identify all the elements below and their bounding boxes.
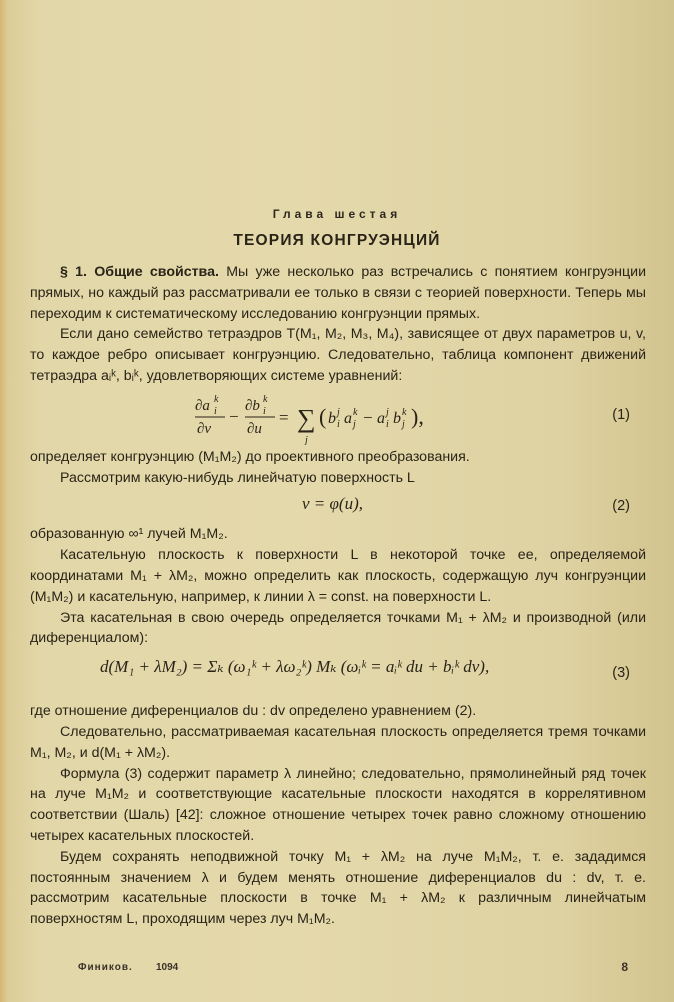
footer-signature: Фиников. xyxy=(78,962,133,973)
equation-1-label: (1) xyxy=(612,406,630,423)
paragraph-fixed-point: Будем сохранять неподвижной точку M₁ + λM₂ на луче M₁M₂, т. е. зададимся постоянным значением λ и будем менять отношение диференциалов du : dv, т. е. рассмотрим касательные плоскости в точке M₁ + λM₂ к различным линейчатым поверхностям L, проходящим через луч M₁M₂. xyxy=(30,848,646,928)
svg-text:−: − xyxy=(363,407,373,427)
svg-text:j: j xyxy=(402,418,405,430)
paragraph-defines: определяет конгруэнцию (M₁M₂) до проективного преобразования. xyxy=(30,448,470,465)
svg-text:k: k xyxy=(214,393,219,405)
paragraph-tetrahedra: Если дано семейство тетраэдров T(M₁, M₂, M₃, M₄), зависящее от двух параметров u, v, то каждое ребро описывает конгруэнцию. Следовательно, таблица компонент движений тетраэдра aᵢᵏ, bᵢᵏ, удовлетворяющих системе уравнений: xyxy=(30,326,646,384)
equation-1 xyxy=(30,391,646,445)
svg-text:k: k xyxy=(263,393,268,405)
svg-text:j: j xyxy=(353,418,356,430)
equation-2 xyxy=(30,492,646,522)
svg-text:−: − xyxy=(229,406,239,426)
equation-3-label: (3) xyxy=(612,665,630,682)
page-body xyxy=(30,262,646,930)
section-heading: Общие свойства. xyxy=(94,264,219,280)
equation-2-label: (2) xyxy=(612,498,630,515)
chapter-title: ТЕОРИЯ КОНГРУЭНЦИЙ xyxy=(233,232,441,249)
svg-text:j: j xyxy=(337,406,340,418)
svg-text:),: ), xyxy=(411,403,424,429)
svg-text:∂a: ∂a xyxy=(195,397,210,414)
svg-text:a: a xyxy=(344,409,352,427)
chapter-label: Глава шестая xyxy=(272,207,402,221)
svg-text:(: ( xyxy=(319,403,327,429)
svg-text:∂u: ∂u xyxy=(247,420,262,437)
paragraph-tangent-plane: Касательную плоскость к поверхности L в некоторой точке ее, определяемой координатами M₁ + λM₂, можно определить как плоскость, содержащую луч конгруэнции (M₁M₂) и касательную, например, к линии λ = const. на поверхности L. xyxy=(30,547,646,605)
svg-text:i: i xyxy=(337,418,340,430)
svg-text:k: k xyxy=(402,406,407,418)
equation-2-expression: v = φ(u), xyxy=(302,494,363,514)
equation-3 xyxy=(30,653,646,699)
paragraph-text: Мы уже несколько раз встречались с понятием конгруэнции прямых, но каждый раз рассматривали ее только в связи с теорией поверхности. Теперь мы переходим к систематическому исследованию конгруэнции прямых. xyxy=(30,264,646,322)
svg-text:b: b xyxy=(328,409,336,427)
svg-text:∑: ∑ xyxy=(297,403,316,433)
paragraph-formula-3: Формула (3) содержит параметр λ линейно; следовательно, прямолинейный ряд точек на луче M₁M₂ и соответствующие касательные плоскости находятся в коррелятивном соответствии (Шаль) [42]: сложное отношение четырех точек равно сложному отношению четырех касательных плоскостей. xyxy=(30,765,646,844)
svg-text:k: k xyxy=(353,406,358,418)
svg-text:j: j xyxy=(305,434,308,445)
svg-text:a: a xyxy=(377,409,385,427)
section-number: § 1. xyxy=(60,264,87,280)
paragraph-consider: Рассмотрим какую-нибудь линейчатую поверхность L xyxy=(60,469,415,486)
paragraph-formed: образованную ∞¹ лучей M₁M₂. xyxy=(30,526,228,543)
paragraph-intro xyxy=(30,262,646,324)
svg-text:j: j xyxy=(386,406,389,418)
paragraph-ratio: где отношение диференциалов du : dv определено уравнением (2). xyxy=(30,703,477,720)
footer-print-mark: 1094 xyxy=(156,962,179,973)
svg-text:∂v: ∂v xyxy=(197,420,212,437)
svg-text:i: i xyxy=(214,405,217,417)
svg-text:∂b: ∂b xyxy=(245,397,260,414)
equation-1-expression xyxy=(195,393,495,451)
svg-text:i: i xyxy=(386,418,389,430)
equation-1-formula xyxy=(195,393,495,445)
paragraph-tangent-line: Эта касательная в свою очередь определяется точками M₁ + λM₂ и производной (или диференциалом): xyxy=(30,609,646,647)
svg-text:b: b xyxy=(393,409,401,427)
svg-text:i: i xyxy=(263,405,266,417)
footer-sheet-number: 8 xyxy=(621,960,628,974)
equation-3-expression: d(M₁ + λM₂) = Σₖ (ω₁ᵏ + λω₂ᵏ) Mₖ (ωᵢᵏ = aᵢᵏ du + bᵢᵏ dv), xyxy=(100,657,490,677)
paragraph-three-points: Следовательно, рассматриваемая касательная плоскость определяется тремя точками M₁, M₂, и d(M₁ + λM₂). xyxy=(30,723,646,761)
svg-text:=: = xyxy=(279,407,289,427)
